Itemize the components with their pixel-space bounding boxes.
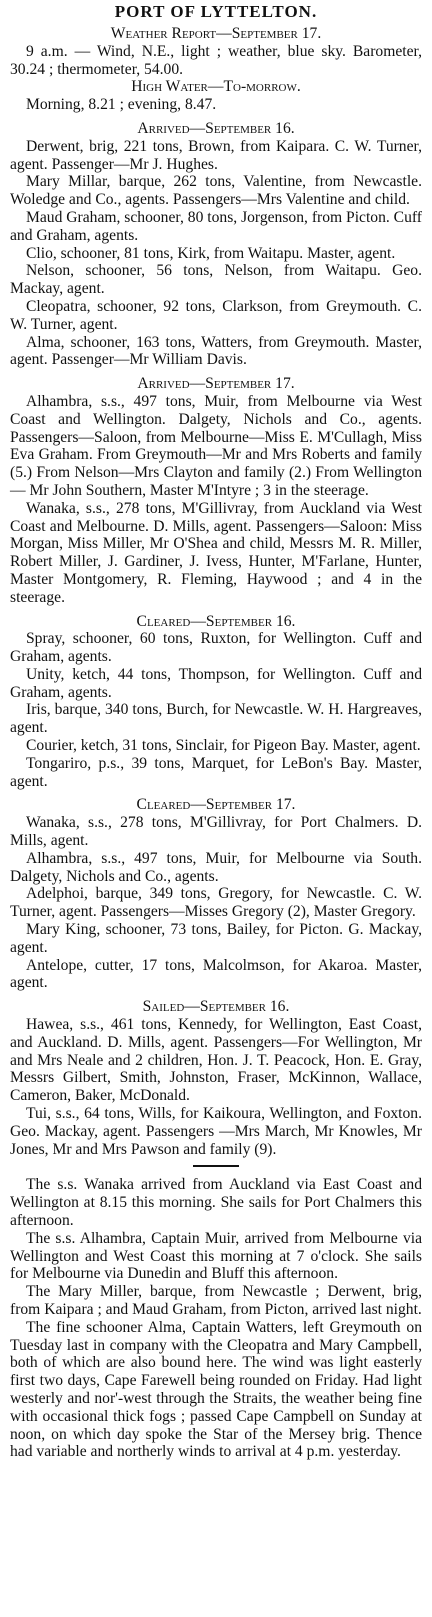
newspaper-column xyxy=(10,0,422,1461)
arrived-17-heading: Arrived—September 17. xyxy=(137,375,295,393)
shipping-entry: Clio, schooner, 81 tons, Kirk, from Waitapu. Master, agent. xyxy=(26,244,396,262)
arrived-16-list xyxy=(10,138,422,369)
shipping-entry: Iris, barque, 340 tons, Burch, for Newcastle. W. H. Hargreaves, agent. xyxy=(10,701,422,737)
arrived-17-list xyxy=(10,393,422,607)
news-paragraph: The Mary Miller, barque, from Newcastle ; Derwent, brig, from Kaipara ; and Maud Graham, from Picton, arrived last night. xyxy=(10,1283,422,1318)
shipping-entry: Wanaka, s.s., 278 tons, M'Gillivray, for Port Chalmers. D. Mills, agent. xyxy=(10,814,422,850)
news-paragraph: The fine schooner Alma, Captain Watters, left Greymouth on Tuesday last in company with the Cleopatra and Mary Campbell, both of which are also bound here. The wind was light easterly first two days, Cape Farewell being rounded on Friday. Had light westerly and nor'-west through the Straits, the weather being fine with occasional thick fogs ; passed Cape Campbell on Sunday at noon, on which day spoke the Star of the Mersey brig. Thence had variable and northerly winds to arrival at 4 p.m. yesterday. xyxy=(10,1318,422,1461)
sailed-16-heading: Sailed—September 16. xyxy=(142,998,290,1016)
shipping-entry: Maud Graham, schooner, 80 tons, Jorgenson, from Picton. Cuff and Graham, agents. xyxy=(10,208,422,244)
cleared-17-heading: Cleared—September 17. xyxy=(136,796,296,814)
cleared-16-heading: Cleared—September 16. xyxy=(136,612,296,630)
sailed-16-list xyxy=(10,1016,422,1158)
shipping-entry: Alhambra, s.s., 497 tons, Muir, from Melbourne via West Coast and Wellington. Dalgety, Nichols and Co., agents. Passengers—Saloon, from Melbourne—Miss E. M'Cullagh, Miss Eva Graham. From Greymouth—Mr and Mrs Roberts and family (5.) From Nelson—Mrs Clayton and family (2.) From Wellington — Mr John Southern, Master M'Intyre ; 3 in the steerage. xyxy=(10,392,422,499)
shipping-entry: Wanaka, s.s., 278 tons, M'Gillivray, from Auckland via West Coast and Melbourne. D. Mills, agent. Passengers—Saloon: Miss Morgan, Miss Miller, Mr O'Shea and child, Messrs M. R. Miller, Robert Miller, J. Gardiner, J. Ivess, Hunter, M'Farlane, Hunter, Master Montgomery, R. Fleming, Haywood ; and 4 in the steerage. xyxy=(10,499,422,606)
shipping-entry: Tongariro, p.s., 39 tons, Marquet, for LeBon's Bay. Master, agent. xyxy=(10,754,422,790)
weather-heading: Weather Report—September 17. xyxy=(110,25,322,42)
shipping-entry: Mary Millar, barque, 262 tons, Valentine, from Newcastle. Woledge and Co., agents. Passengers—Mrs Valentine and child. xyxy=(10,173,422,209)
section-divider xyxy=(193,1165,239,1167)
shipping-entry: Antelope, cutter, 17 tons, Malcolmson, for Akaroa. Master, agent. xyxy=(10,956,422,992)
shipping-entry: Alhambra, s.s., 497 tons, Muir, for Melbourne via South. Dalgety, Nichols and Co., agents. xyxy=(10,849,422,885)
shipping-entry: Derwent, brig, 221 tons, Brown, from Kaipara. C. W. Turner, agent. Passenger—Mr J. Hughes. xyxy=(10,137,422,173)
news-paragraph: The s.s. Alhambra, Captain Muir, arrived from Melbourne via Wellington and West Coast this morning at 7 o'clock. She sails for Melbourne via Dunedin and Bluff this afternoon. xyxy=(10,1229,422,1283)
shipping-entry: Courier, ketch, 31 tons, Sinclair, for Pigeon Bay. Master, agent. xyxy=(26,737,421,755)
shipping-entry: Unity, ketch, 44 tons, Thompson, for Wellington. Cuff and Graham, agents. xyxy=(10,665,422,701)
cleared-17-list xyxy=(10,814,422,992)
high-water-text: Morning, 8.21 ; evening, 8.47. xyxy=(26,96,217,114)
shipping-entry: Nelson, schooner, 56 tons, Nelson, from Waitapu. Geo. Mackay, agent. xyxy=(10,262,422,298)
high-water-heading: High Water—To-morrow. xyxy=(131,78,301,96)
page-title: PORT OF LYTTELTON. xyxy=(114,2,318,21)
cleared-16-list xyxy=(10,630,422,790)
shipping-entry: Cleopatra, schooner, 92 tons, Clarkson, from Greymouth. C. W. Turner, agent. xyxy=(10,297,422,333)
weather-text: 9 a.m. — Wind, N.E., light ; weather, blue sky. Barometer, 30.24 ; thermometer, 54.00. xyxy=(10,42,422,78)
shipping-news xyxy=(10,1176,422,1461)
shipping-entry: Hawea, s.s., 461 tons, Kennedy, for Wellington, East Coast, and Auckland. D. Mills, agent. Passengers—For Wellington, Mr and Mrs Neale and 2 children, Hon. J. T. Peacock, Hon. E. Gray, Messrs Gilbert, Smith, Johnston, Fraser, McKinnon, Wallace, Cameron, Baker, McDonald. xyxy=(10,1016,422,1105)
shipping-entry: Spray, schooner, 60 tons, Ruxton, for Wellington. Cuff and Graham, agents. xyxy=(10,630,422,666)
shipping-entry: Mary King, schooner, 73 tons, Bailey, for Picton. G. Mackay, agent. xyxy=(10,921,422,956)
shipping-entry: Adelphoi, barque, 349 tons, Gregory, for Newcastle. C. W. Turner, agent. Passengers—Misses Gregory (2), Master Gregory. xyxy=(10,885,422,921)
news-paragraph: The s.s. Wanaka arrived from Auckland via East Coast and Wellington at 8.15 this morning. She sails for Port Chalmers this afternoon. xyxy=(10,1176,422,1229)
arrived-16-heading: Arrived—September 16. xyxy=(137,119,295,137)
shipping-entry: Tui, s.s., 64 tons, Wills, for Kaikoura, Wellington, and Foxton. Geo. Mackay, agent. Passengers —Mrs March, Mr Knowles, Mr Jones, Mr and Mrs Pawson and family (9). xyxy=(10,1105,422,1158)
shipping-entry: Alma, schooner, 163 tons, Watters, from Greymouth. Master, agent. Passenger—Mr William Davis. xyxy=(10,333,422,369)
